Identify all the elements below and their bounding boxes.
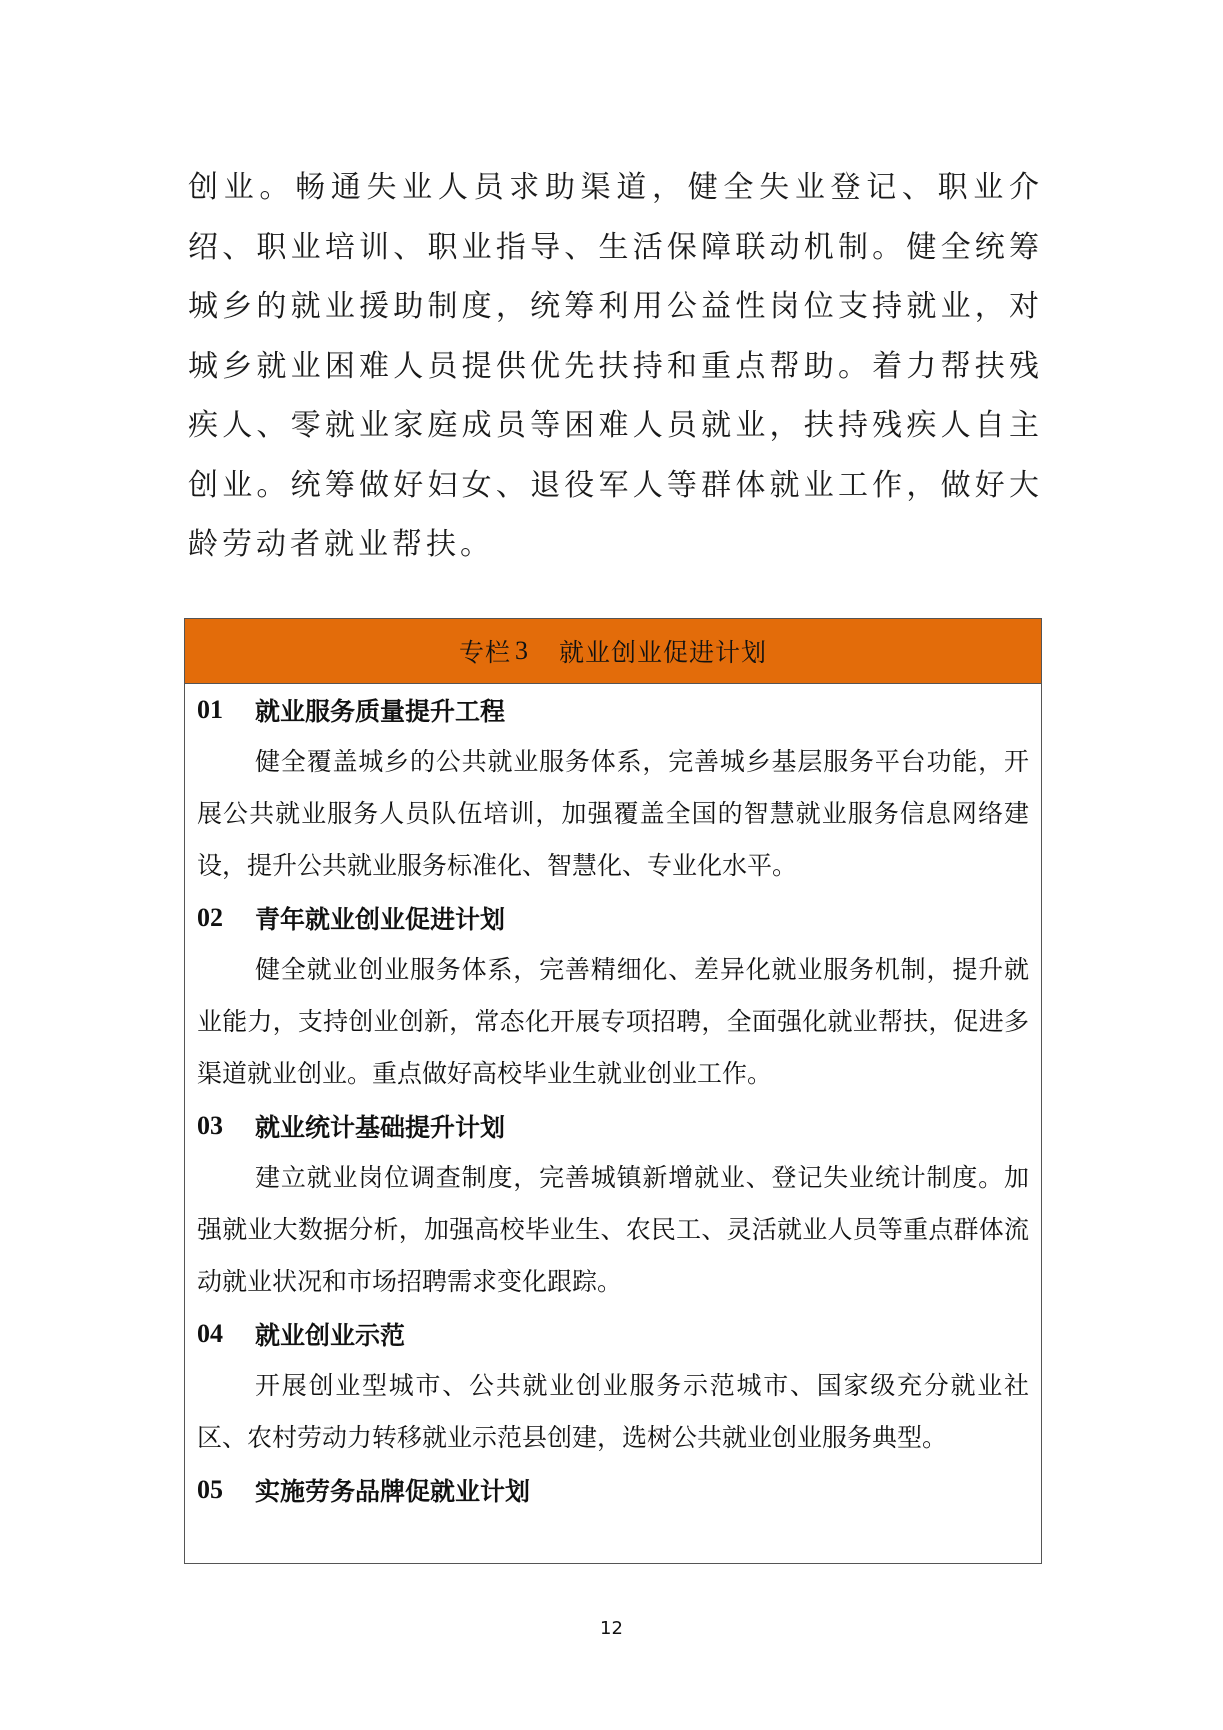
item-description: 健全就业创业服务体系，完善精细化、差异化就业服务机制，提升就业能力，支持创业创新，常态化开展专项招聘，全面强化就业帮扶，促进多渠道就业创业。重点做好高校毕业生就业创业工作。: [197, 955, 1029, 1088]
item-title-row: [197, 1100, 1029, 1152]
item-title: 就业统计基础提升计划: [255, 1113, 506, 1142]
column-box: [184, 618, 1042, 1564]
item-description: 健全覆盖城乡的公共就业服务体系，完善城乡基层服务平台功能，开展公共就业服务人员队伍培训，加强覆盖全国的智慧就业服务信息网络建设，提升公共就业服务标准化、智慧化、专业化水平。: [197, 747, 1029, 880]
item-number: 05: [197, 1475, 223, 1504]
item-title-row: [197, 684, 1029, 736]
column-box-header: [185, 619, 1041, 684]
column-box-body: [185, 684, 1041, 1516]
item-description: 建立就业岗位调查制度，完善城镇新增就业、登记失业统计制度。加强就业大数据分析，加强高校毕业生、农民工、灵活就业人员等重点群体流动就业状况和市场招聘需求变化跟踪。: [197, 1163, 1029, 1296]
page-number: 12: [600, 1618, 623, 1639]
item-title-row: [197, 892, 1029, 944]
item-number: 03: [197, 1111, 223, 1140]
item-title-row: [197, 1464, 1029, 1516]
item-number: 04: [197, 1319, 223, 1348]
body-paragraph: 创业。畅通失业人员求助渠道，健全失业登记、职业介绍、职业培训、职业指导、生活保障联动机制。健全统筹城乡的就业援助制度，统筹利用公益性岗位支持就业，对城乡就业困难人员提供优先扶持和重点帮助。着力帮扶残疾人、零就业家庭成员等困难人员就业，扶持残疾人自主创业。统筹做好妇女、退役军人等群体就业工作，做好大龄劳动者就业帮扶。: [188, 170, 1043, 562]
item-number: 01: [197, 695, 223, 724]
item-description: 开展创业型城市、公共就业创业服务示范城市、国家级充分就业社区、农村劳动力转移就业示范县创建，选树公共就业创业服务典型。: [197, 1371, 1029, 1452]
item-title: 就业创业示范: [255, 1321, 406, 1350]
column-header-prefix: 专栏: [458, 638, 511, 667]
item-title-row: [197, 1308, 1029, 1360]
item-number: 02: [197, 903, 223, 932]
column-header-number: 3: [515, 636, 529, 665]
item-title: 青年就业创业促进计划: [255, 905, 506, 934]
item-title: 就业服务质量提升工程: [255, 697, 506, 726]
item-title: 实施劳务品牌促就业计划: [255, 1477, 531, 1506]
column-header-title: 就业创业促进计划: [559, 638, 768, 667]
